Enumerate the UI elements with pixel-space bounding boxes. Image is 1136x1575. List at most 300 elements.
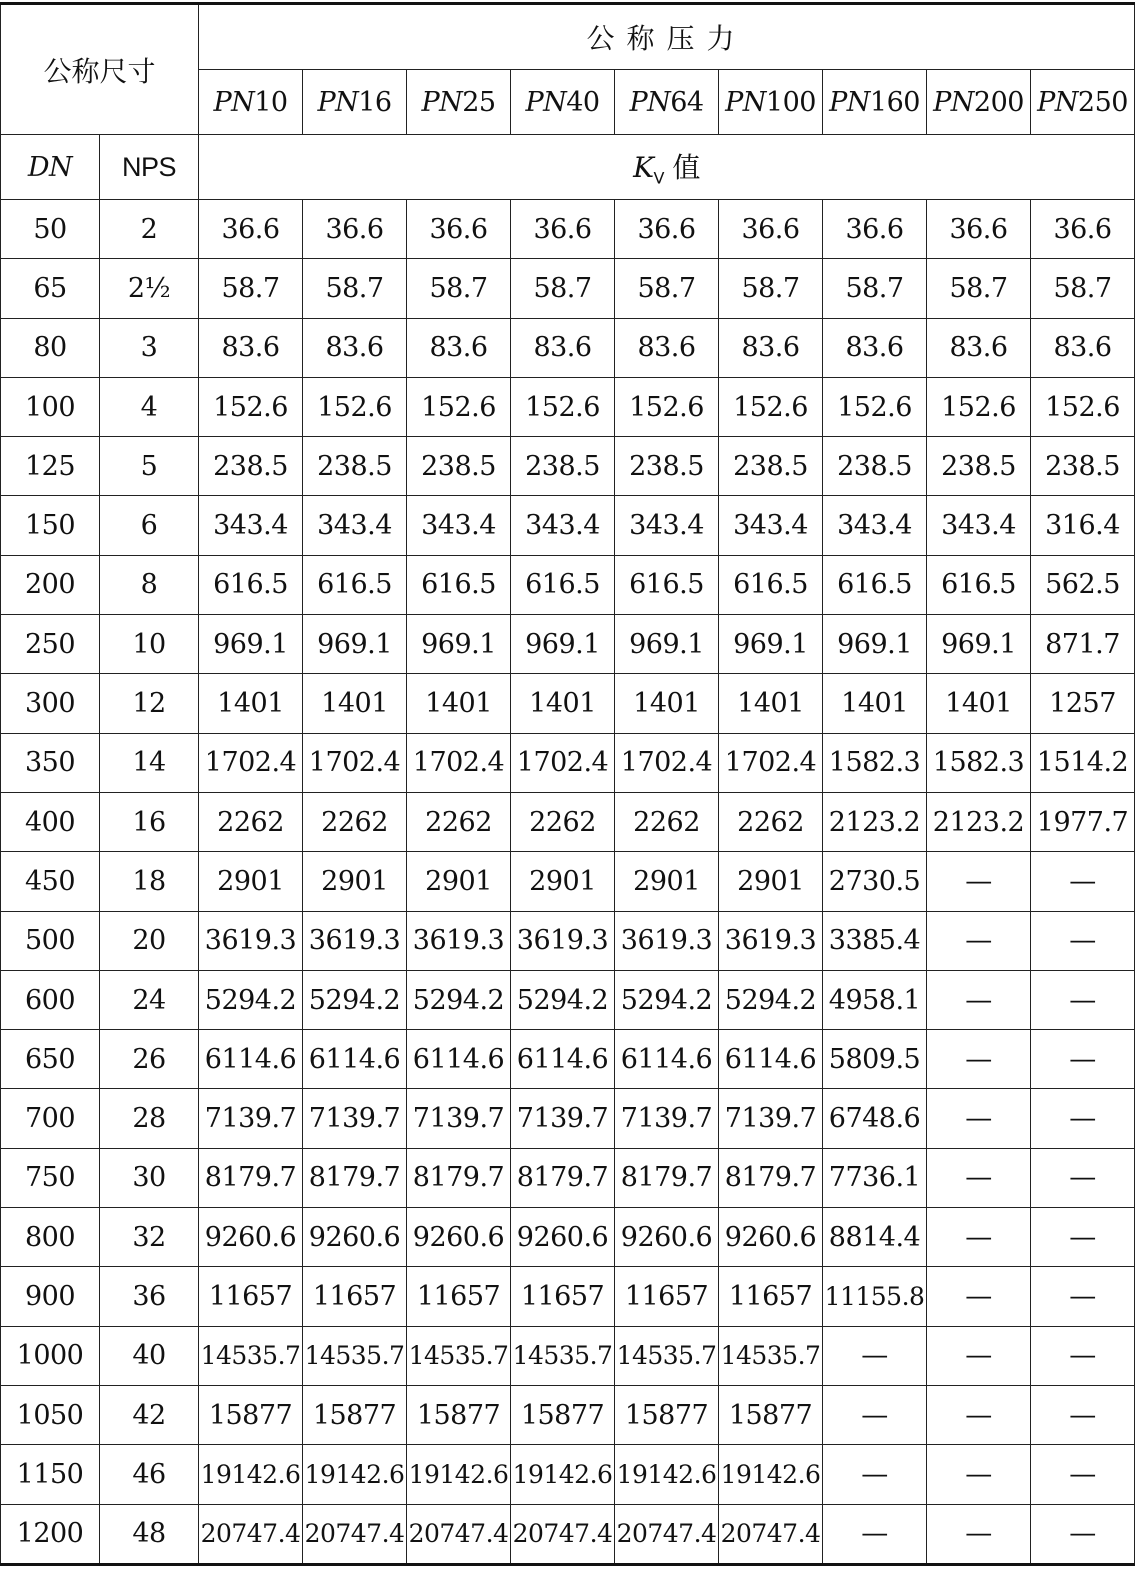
- kv-cell: 616.5: [927, 555, 1031, 614]
- kv-cell: 2901: [407, 852, 511, 911]
- kv-cell: —: [1031, 911, 1135, 970]
- kv-cell: 36.6: [823, 200, 927, 259]
- kv-cell: 2262: [303, 792, 407, 851]
- kv-cell: 616.5: [199, 555, 303, 614]
- kv-cell: 969.1: [407, 615, 511, 674]
- kv-cell: 238.5: [927, 437, 1031, 496]
- kv-cell: 36.6: [1031, 200, 1135, 259]
- nps-cell: 20: [100, 911, 199, 970]
- table-row: [1, 970, 1135, 1029]
- dn-cell: 125: [1, 437, 100, 496]
- kv-cell: 7139.7: [303, 1089, 407, 1148]
- kv-cell: —: [1031, 970, 1135, 1029]
- nps-cell: 2½: [100, 259, 199, 318]
- kv-cell: 36.6: [407, 200, 511, 259]
- kv-cell: 152.6: [615, 377, 719, 436]
- table-row: [1, 733, 1135, 792]
- pn-value: 200: [973, 86, 1024, 118]
- nps-cell: 4: [100, 377, 199, 436]
- table-row: [1, 674, 1135, 733]
- kv-cell: 6114.6: [199, 1030, 303, 1089]
- pn-prefix: PN: [629, 86, 671, 118]
- pn-value: 25: [462, 86, 496, 118]
- kv-cell: —: [1031, 1148, 1135, 1207]
- kv-cell: 969.1: [615, 615, 719, 674]
- kv-cell: —: [927, 1148, 1031, 1207]
- kv-cell: 83.6: [199, 318, 303, 377]
- kv-cell: 238.5: [303, 437, 407, 496]
- dn-cell: 65: [1, 259, 100, 318]
- kv-symbol: K: [633, 151, 654, 185]
- kv-cell: 36.6: [615, 200, 719, 259]
- dn-cell: 250: [1, 615, 100, 674]
- nps-cell: 14: [100, 733, 199, 792]
- kv-cell: —: [927, 1208, 1031, 1267]
- kv-cell: 8179.7: [407, 1148, 511, 1207]
- kv-table-body: [1, 200, 1135, 1565]
- kv-cell: 1582.3: [823, 733, 927, 792]
- kv-cell: 152.6: [511, 377, 615, 436]
- kv-cell: 969.1: [719, 615, 823, 674]
- nps-cell: 30: [100, 1148, 199, 1207]
- kv-cell: 5294.2: [199, 970, 303, 1029]
- table-row: [1, 1267, 1135, 1326]
- kv-cell: 6114.6: [303, 1030, 407, 1089]
- kv-cell: 343.4: [719, 496, 823, 555]
- kv-cell: 871.7: [1031, 615, 1135, 674]
- kv-cell: 7139.7: [199, 1089, 303, 1148]
- kv-cell: 58.7: [407, 259, 511, 318]
- kv-cell: 36.6: [511, 200, 615, 259]
- kv-cell: —: [1031, 1030, 1135, 1089]
- kv-cell: 2901: [199, 852, 303, 911]
- nps-cell: 12: [100, 674, 199, 733]
- kv-cell: 14535.7: [719, 1326, 823, 1385]
- kv-cell: 14535.7: [303, 1326, 407, 1385]
- nps-cell: 5: [100, 437, 199, 496]
- kv-cell: 152.6: [407, 377, 511, 436]
- kv-cell: —: [927, 1385, 1031, 1444]
- pn-value: 250: [1077, 86, 1128, 118]
- kv-cell: 1702.4: [511, 733, 615, 792]
- table-row: [1, 200, 1135, 259]
- dn-cell: 750: [1, 1148, 100, 1207]
- pn-header-cell: [719, 70, 823, 135]
- nps-cell: 40: [100, 1326, 199, 1385]
- kv-cell: 238.5: [1031, 437, 1135, 496]
- kv-cell: 2123.2: [823, 792, 927, 851]
- kv-cell: 343.4: [823, 496, 927, 555]
- pn-header-cell: [511, 70, 615, 135]
- kv-cell: 1702.4: [303, 733, 407, 792]
- table-row: [1, 1089, 1135, 1148]
- dn-cell: 1200: [1, 1504, 100, 1564]
- kv-cell: 343.4: [303, 496, 407, 555]
- kv-subscript: V: [653, 168, 664, 188]
- kv-cell: 969.1: [823, 615, 927, 674]
- kv-cell: 15877: [407, 1385, 511, 1444]
- kv-cell: 1702.4: [719, 733, 823, 792]
- dn-cell: 800: [1, 1208, 100, 1267]
- table-row: [1, 615, 1135, 674]
- pn-header-cell: [407, 70, 511, 135]
- kv-cell: 20747.4: [407, 1504, 511, 1564]
- table-row: [1, 377, 1135, 436]
- table-row: [1, 1445, 1135, 1504]
- kv-cell: 58.7: [1031, 259, 1135, 318]
- nps-cell: 46: [100, 1445, 199, 1504]
- kv-cell: 19142.6: [719, 1445, 823, 1504]
- kv-cell: 616.5: [303, 555, 407, 614]
- nps-cell: 42: [100, 1385, 199, 1444]
- table-row: [1, 496, 1135, 555]
- kv-cell: 1401: [823, 674, 927, 733]
- kv-cell: —: [1031, 1445, 1135, 1504]
- kv-cell: 8814.4: [823, 1208, 927, 1267]
- kv-cell: 8179.7: [511, 1148, 615, 1207]
- kv-cell: 5294.2: [511, 970, 615, 1029]
- kv-cell: 15877: [719, 1385, 823, 1444]
- pn-prefix: PN: [933, 86, 974, 118]
- nps-cell: 26: [100, 1030, 199, 1089]
- kv-cell: —: [927, 970, 1031, 1029]
- table-row: [1, 1148, 1135, 1207]
- kv-cell: 1582.3: [927, 733, 1031, 792]
- pn-prefix: PN: [725, 86, 766, 118]
- kv-cell: 1401: [719, 674, 823, 733]
- pn-prefix: PN: [829, 86, 870, 118]
- dn-cell: 100: [1, 377, 100, 436]
- kv-cell: —: [1031, 1504, 1135, 1564]
- kv-cell: —: [927, 1326, 1031, 1385]
- dn-cell: 400: [1, 792, 100, 851]
- kv-cell: 616.5: [823, 555, 927, 614]
- kv-cell: —: [927, 1504, 1031, 1564]
- kv-suffix: 值: [672, 151, 700, 185]
- dn-cell: 80: [1, 318, 100, 377]
- kv-cell: 152.6: [303, 377, 407, 436]
- kv-cell: 14535.7: [407, 1326, 511, 1385]
- kv-cell: 4958.1: [823, 970, 927, 1029]
- kv-cell: 152.6: [719, 377, 823, 436]
- kv-cell: —: [823, 1326, 927, 1385]
- dn-cell: 600: [1, 970, 100, 1029]
- kv-cell: 11657: [719, 1267, 823, 1326]
- kv-cell: 9260.6: [407, 1208, 511, 1267]
- kv-cell: 5294.2: [303, 970, 407, 1029]
- kv-cell: 7139.7: [511, 1089, 615, 1148]
- kv-cell: 152.6: [1031, 377, 1135, 436]
- table-row: [1, 1030, 1135, 1089]
- kv-cell: 9260.6: [719, 1208, 823, 1267]
- kv-cell: 238.5: [199, 437, 303, 496]
- kv-cell: 2262: [407, 792, 511, 851]
- kv-cell: 7139.7: [615, 1089, 719, 1148]
- kv-cell: 19142.6: [511, 1445, 615, 1504]
- table-row: [1, 911, 1135, 970]
- kv-cell: 58.7: [511, 259, 615, 318]
- kv-cell: 8179.7: [719, 1148, 823, 1207]
- kv-cell: 6114.6: [407, 1030, 511, 1089]
- kv-cell: —: [1031, 1267, 1135, 1326]
- kv-cell: 36.6: [927, 200, 1031, 259]
- kv-value-table: [0, 2, 1135, 1566]
- kv-cell: —: [927, 1445, 1031, 1504]
- kv-cell: 11657: [407, 1267, 511, 1326]
- kv-cell: —: [927, 1030, 1031, 1089]
- header-nominal-size: 公称尺寸: [1, 4, 199, 135]
- kv-cell: 238.5: [719, 437, 823, 496]
- table-row: [1, 1385, 1135, 1444]
- nps-cell: 2: [100, 200, 199, 259]
- kv-cell: 1257: [1031, 674, 1135, 733]
- kv-cell: 152.6: [927, 377, 1031, 436]
- kv-cell: 11657: [199, 1267, 303, 1326]
- pn-value: 160: [869, 86, 920, 118]
- kv-cell: —: [927, 1267, 1031, 1326]
- kv-cell: 11657: [303, 1267, 407, 1326]
- kv-cell: 3619.3: [199, 911, 303, 970]
- pn-value: 64: [670, 86, 704, 118]
- kv-cell: 616.5: [719, 555, 823, 614]
- nps-cell: 36: [100, 1267, 199, 1326]
- kv-cell: 20747.4: [719, 1504, 823, 1564]
- kv-cell: 58.7: [823, 259, 927, 318]
- kv-cell: 616.5: [511, 555, 615, 614]
- kv-cell: 19142.6: [407, 1445, 511, 1504]
- kv-cell: 1401: [407, 674, 511, 733]
- kv-cell: —: [823, 1504, 927, 1564]
- pn-value: 40: [566, 86, 600, 118]
- kv-cell: 11155.8: [823, 1267, 927, 1326]
- kv-cell: 58.7: [615, 259, 719, 318]
- pn-prefix: PN: [1037, 86, 1078, 118]
- pn-value: 16: [358, 86, 392, 118]
- kv-cell: 2901: [511, 852, 615, 911]
- kv-cell: 152.6: [823, 377, 927, 436]
- dn-cell: 1150: [1, 1445, 100, 1504]
- dn-cell: 650: [1, 1030, 100, 1089]
- nps-cell: 10: [100, 615, 199, 674]
- pn-prefix: PN: [525, 86, 567, 118]
- kv-cell: 2901: [615, 852, 719, 911]
- kv-cell: 2262: [511, 792, 615, 851]
- nps-cell: 6: [100, 496, 199, 555]
- kv-cell: —: [1031, 852, 1135, 911]
- kv-cell: 5294.2: [615, 970, 719, 1029]
- pn-header-cell: [927, 70, 1031, 135]
- table-row: [1, 852, 1135, 911]
- kv-cell: 20747.4: [303, 1504, 407, 1564]
- kv-cell: 1702.4: [199, 733, 303, 792]
- kv-cell: 83.6: [719, 318, 823, 377]
- kv-cell: 58.7: [199, 259, 303, 318]
- dn-cell: 450: [1, 852, 100, 911]
- kv-cell: 15877: [199, 1385, 303, 1444]
- kv-cell: 2901: [719, 852, 823, 911]
- kv-cell: 3619.3: [511, 911, 615, 970]
- table-row: [1, 437, 1135, 496]
- kv-cell: 14535.7: [199, 1326, 303, 1385]
- pn-header-cell: [823, 70, 927, 135]
- kv-cell: 19142.6: [199, 1445, 303, 1504]
- kv-cell: 1977.7: [1031, 792, 1135, 851]
- nps-cell: 16: [100, 792, 199, 851]
- pn-prefix: PN: [421, 86, 463, 118]
- kv-cell: 343.4: [511, 496, 615, 555]
- kv-cell: 83.6: [823, 318, 927, 377]
- table-row: [1, 259, 1135, 318]
- kv-cell: —: [1031, 1208, 1135, 1267]
- kv-cell: 343.4: [199, 496, 303, 555]
- kv-cell: 343.4: [615, 496, 719, 555]
- pn-header-cell: [615, 70, 719, 135]
- kv-cell: 238.5: [823, 437, 927, 496]
- kv-cell: —: [927, 1089, 1031, 1148]
- kv-cell: 343.4: [407, 496, 511, 555]
- kv-cell: 9260.6: [511, 1208, 615, 1267]
- pn-header-cell: [303, 70, 407, 135]
- kv-cell: 7139.7: [407, 1089, 511, 1148]
- kv-cell: 9260.6: [615, 1208, 719, 1267]
- dn-cell: 300: [1, 674, 100, 733]
- kv-cell: 1401: [303, 674, 407, 733]
- nps-cell: 8: [100, 555, 199, 614]
- kv-cell: 969.1: [927, 615, 1031, 674]
- kv-cell: 2262: [615, 792, 719, 851]
- kv-cell: 11657: [511, 1267, 615, 1326]
- dn-cell: 50: [1, 200, 100, 259]
- kv-cell: 1702.4: [407, 733, 511, 792]
- nps-cell: 18: [100, 852, 199, 911]
- kv-cell: 2123.2: [927, 792, 1031, 851]
- kv-cell: 343.4: [927, 496, 1031, 555]
- kv-cell: —: [823, 1445, 927, 1504]
- kv-cell: 1401: [615, 674, 719, 733]
- pn-value: 10: [254, 86, 288, 118]
- kv-cell: 969.1: [511, 615, 615, 674]
- table-row: [1, 792, 1135, 851]
- kv-cell: 83.6: [511, 318, 615, 377]
- nps-cell: 48: [100, 1504, 199, 1564]
- kv-cell: 15877: [511, 1385, 615, 1444]
- table-row: [1, 1504, 1135, 1564]
- kv-cell: 19142.6: [615, 1445, 719, 1504]
- kv-cell: 15877: [303, 1385, 407, 1444]
- kv-cell: 6748.6: [823, 1089, 927, 1148]
- kv-cell: 58.7: [303, 259, 407, 318]
- kv-cell: 6114.6: [511, 1030, 615, 1089]
- header-nominal-pressure: 公称压力: [199, 4, 1135, 70]
- dn-cell: 350: [1, 733, 100, 792]
- kv-cell: 14535.7: [511, 1326, 615, 1385]
- header-kv-value: [199, 135, 1135, 200]
- header-nps: NPS: [100, 135, 199, 200]
- kv-cell: —: [927, 852, 1031, 911]
- table-row: [1, 1326, 1135, 1385]
- kv-cell: 562.5: [1031, 555, 1135, 614]
- pn-prefix: PN: [317, 86, 359, 118]
- kv-cell: 969.1: [303, 615, 407, 674]
- table-row: [1, 1208, 1135, 1267]
- dn-cell: 200: [1, 555, 100, 614]
- kv-cell: 2730.5: [823, 852, 927, 911]
- kv-cell: 616.5: [407, 555, 511, 614]
- dn-cell: 150: [1, 496, 100, 555]
- kv-cell: 6114.6: [615, 1030, 719, 1089]
- header-dn: DN: [1, 135, 100, 200]
- dn-cell: 500: [1, 911, 100, 970]
- kv-cell: 83.6: [615, 318, 719, 377]
- kv-cell: 6114.6: [719, 1030, 823, 1089]
- kv-cell: 238.5: [511, 437, 615, 496]
- nps-cell: 24: [100, 970, 199, 1029]
- kv-cell: 3619.3: [303, 911, 407, 970]
- dn-cell: 900: [1, 1267, 100, 1326]
- nps-cell: 32: [100, 1208, 199, 1267]
- pn-prefix: PN: [213, 86, 255, 118]
- kv-cell: 238.5: [615, 437, 719, 496]
- kv-cell: 8179.7: [615, 1148, 719, 1207]
- kv-cell: 3619.3: [615, 911, 719, 970]
- kv-cell: 15877: [615, 1385, 719, 1444]
- kv-cell: —: [1031, 1385, 1135, 1444]
- nps-cell: 28: [100, 1089, 199, 1148]
- table-row: [1, 555, 1135, 614]
- kv-cell: 36.6: [199, 200, 303, 259]
- kv-cell: 83.6: [303, 318, 407, 377]
- kv-cell: 316.4: [1031, 496, 1135, 555]
- kv-cell: 3619.3: [719, 911, 823, 970]
- kv-cell: 36.6: [719, 200, 823, 259]
- kv-cell: 58.7: [719, 259, 823, 318]
- kv-cell: 3385.4: [823, 911, 927, 970]
- kv-cell: 7736.1: [823, 1148, 927, 1207]
- kv-cell: 20747.4: [615, 1504, 719, 1564]
- kv-cell: 616.5: [615, 555, 719, 614]
- dn-cell: 700: [1, 1089, 100, 1148]
- kv-cell: 58.7: [927, 259, 1031, 318]
- dn-cell: 1050: [1, 1385, 100, 1444]
- kv-cell: —: [1031, 1089, 1135, 1148]
- pn-header-cell: [1031, 70, 1135, 135]
- kv-cell: 83.6: [927, 318, 1031, 377]
- kv-cell: 9260.6: [303, 1208, 407, 1267]
- kv-cell: 238.5: [407, 437, 511, 496]
- kv-cell: 11657: [615, 1267, 719, 1326]
- kv-cell: 152.6: [199, 377, 303, 436]
- pn-value: 100: [765, 86, 816, 118]
- kv-cell: 1702.4: [615, 733, 719, 792]
- kv-cell: 8179.7: [303, 1148, 407, 1207]
- kv-cell: 2901: [303, 852, 407, 911]
- kv-cell: 20747.4: [511, 1504, 615, 1564]
- kv-cell: 7139.7: [719, 1089, 823, 1148]
- kv-cell: 5809.5: [823, 1030, 927, 1089]
- kv-cell: 969.1: [199, 615, 303, 674]
- kv-cell: 5294.2: [407, 970, 511, 1029]
- kv-cell: 19142.6: [303, 1445, 407, 1504]
- kv-cell: 2262: [719, 792, 823, 851]
- kv-cell: 36.6: [303, 200, 407, 259]
- table-row: [1, 318, 1135, 377]
- kv-cell: 9260.6: [199, 1208, 303, 1267]
- kv-cell: 5294.2: [719, 970, 823, 1029]
- kv-cell: 1514.2: [1031, 733, 1135, 792]
- nps-cell: 3: [100, 318, 199, 377]
- kv-cell: 83.6: [1031, 318, 1135, 377]
- kv-cell: 8179.7: [199, 1148, 303, 1207]
